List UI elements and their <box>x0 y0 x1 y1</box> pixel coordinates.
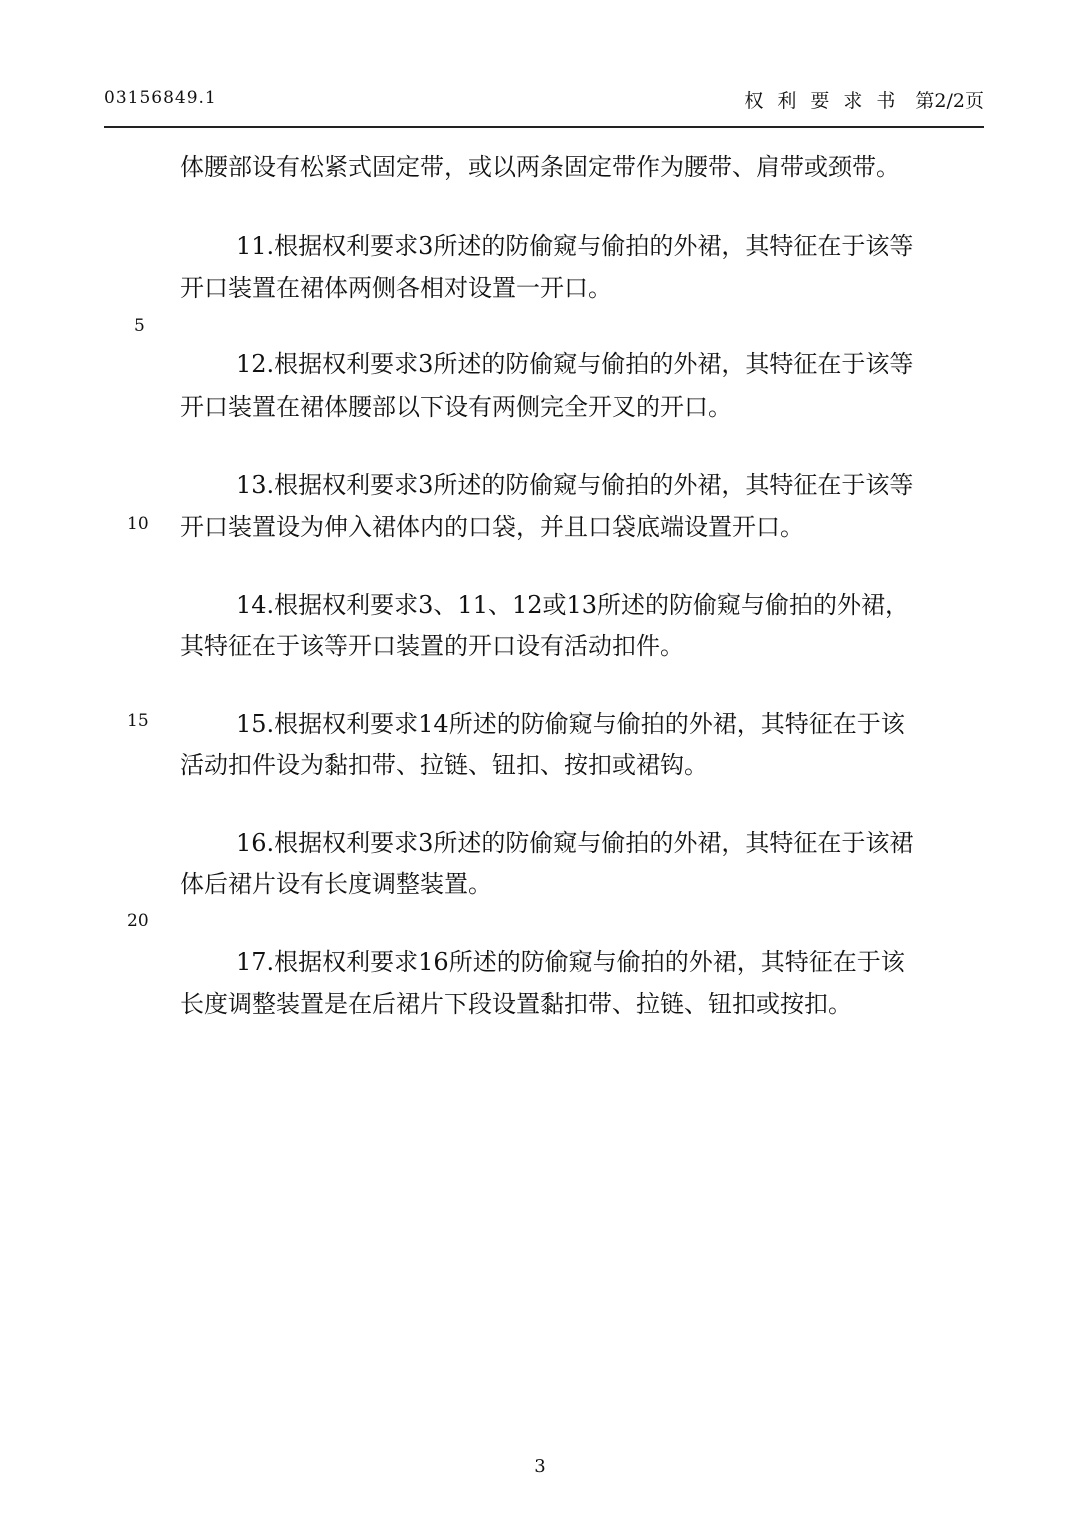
page-number: 3 <box>534 1456 546 1477</box>
claim-15-line-2: 活动扣件设为黏扣带、拉链、钮扣、按扣或裙钩。 <box>180 751 708 779</box>
line-number-20: 20 <box>127 911 149 931</box>
text-line: 体腰部设有松紧式固定带，或以两条固定带作为腰带、肩带或颈带。 <box>180 153 900 181</box>
claim-14-line-1: 14.根据权利要求3、11、12或13所述的防偷窥与偷拍的外裙， <box>236 591 910 619</box>
claim-13-line-2: 开口装置设为伸入裙体内的口袋，并且口袋底端设置开口。 <box>180 513 804 541</box>
header-right <box>744 86 984 113</box>
claim-12-line-2: 开口装置在裙体腰部以下设有两侧完全开叉的开口。 <box>180 393 732 421</box>
claim-15-line-1: 15.根据权利要求14所述的防偷窥与偷拍的外裙，其特征在于该 <box>236 710 905 738</box>
claim-14-line-2: 其特征在于该等开口装置的开口设有活动扣件。 <box>180 632 684 660</box>
claim-12-line-1: 12.根据权利要求3所述的防偷窥与偷拍的外裙，其特征在于该等 <box>236 350 914 378</box>
claim-11-line-2: 开口装置在裙体两侧各相对设置一开口。 <box>180 274 612 302</box>
line-number-5: 5 <box>134 316 145 336</box>
line-number-15: 15 <box>127 711 149 731</box>
header-title: 权利要求书 <box>744 90 910 112</box>
claim-17-line-2: 长度调整装置是在后裙片下段设置黏扣带、拉链、钮扣或按扣。 <box>180 990 852 1018</box>
claim-11-line-1: 11.根据权利要求3所述的防偷窥与偷拍的外裙，其特征在于该等 <box>236 232 914 260</box>
claim-16-line-2: 体后裙片设有长度调整装置。 <box>180 870 492 898</box>
doc-number: 03156849.1 <box>104 88 217 108</box>
claim-13-line-1: 13.根据权利要求3所述的防偷窥与偷拍的外裙，其特征在于该等 <box>236 471 914 499</box>
header-page: 第2/2页 <box>915 90 984 112</box>
claim-16-line-1: 16.根据权利要求3所述的防偷窥与偷拍的外裙，其特征在于该裙 <box>236 829 914 857</box>
line-number-10: 10 <box>127 514 149 534</box>
header-rule <box>104 126 984 128</box>
claim-17-line-1: 17.根据权利要求16所述的防偷窥与偷拍的外裙，其特征在于该 <box>236 948 905 976</box>
